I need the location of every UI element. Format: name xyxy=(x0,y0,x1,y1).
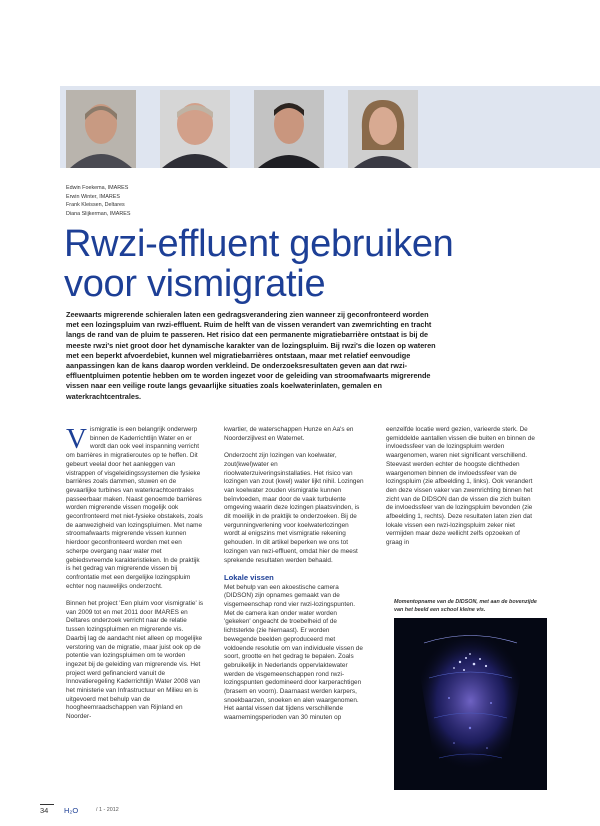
author-photo-3 xyxy=(254,90,324,168)
paragraph-text: ismigratie is een belangrijk onderwerp binnen de Kaderrichtlijn Water en er wordt dan ook veel inspanning verricht om barrières in migratieroutes op te heffen. Dit gebeurt veelal door het aanleggen van vistrappen of visgeleidingssystemen die fysieke barrières zoals dammen, stuwen en de gevaarlijke turbines van waterkrachtcentrales passeerbaar maken. Naast genoemde barrières worden migrerende vissen mogelijk ook geconfronteerd met niet-fysieke obstakels, zoals de aanwezigheid van lozingspluimen. Met name stroomafwaarts migrerende vissen kunnen hierdoor geconfronteerd worden met een scherpe overgang naar water met gebiedsvreemde karakteristieken. In de praktijk is het gedrag van migrerende vissen bij confrontatie met een dergelijke lozingspluim echter nog nauwelijks onderzocht. xyxy=(66,426,203,590)
column-2-paragraph-3: Met behulp van een akoestische camera (DIDSON) zijn opnames gemaakt van de visgemeenschap rond vier rwzi-lozingspunten. Met de camera kan onder water worden 'gekeken' ongeacht de troebelheid of de lichtsterkte (zie hiernaast). Er worden bewegende beelden geproduceerd met voldoende resolutie om van individuele vissen de soort, grootte en het gedrag te bepalen. Zoals gebruikelijk in Nederlands oppervlaktewater werden de visgemeenschappen rond rwzi-lozingspunten gedomineerd door karperachtigen (brasem en voorn). Daarnaast werden karpers, snoekbaarzen, snoeken en alen waargenomen. Het aantal vissen dat tijdens verschillende waarnemingsperioden van 30 minuten op xyxy=(224,583,363,722)
section-heading: Lokale vissen xyxy=(224,572,274,582)
column-2-paragraph-1: kwartier, de waterschappen Hunze en Aa's en Noorderzijlvest en Waternet. xyxy=(224,426,354,442)
didson-sonar-image xyxy=(394,618,547,790)
drop-cap: V xyxy=(66,423,87,455)
column-3-paragraph-1: eenzelfde locatie werd gezien, varieerde sterk. De gemiddelde aantallen vissen die buiten en binnen de invloedssfeer van de lozingspluim werden waargenomen, waren niet significant verschillend. Steevast werden echter de hoogste dichtheden waargenomen binnen de invloedssfeer van de lozingspluim (zie afbeelding 1, links). Ook verandert den deze vissen vaker van zwemrichting binnen het zicht van de DIDSON dan de vissen die zich buiten de invloedssfeer van de lozingspluim bevonden (zie afbeelding 1, rechts). Deze resultaten laten zien dat lokale vissen een rwzi-lozingspluim zeker niet vermijden maar deze wellicht zelfs opzoeken of graag in xyxy=(386,426,535,547)
magazine-logo: H₂O xyxy=(64,806,79,815)
author-list xyxy=(66,184,130,218)
page-number: 34 xyxy=(40,806,49,815)
title-line-1: Rwzi-effluent gebruiken xyxy=(64,223,454,265)
author-name: Frank Kleissen, Deltares xyxy=(66,202,125,209)
column-2 xyxy=(224,426,364,732)
lead-paragraph: Zeewaarts migrerende schieralen laten een gedragsverandering zien wanneer zij geconfronteerd worden met een lozingspluim van rwzi-effluent. Ruim de helft van de vissen verandert van zwemrichting en tracht langs de rand van de pluim te passeren. Het risico dat een permanente migratiebarrière ontstaat is bij de meeste rwzi's niet groot door het dynamische karakter van de lozingspluim. Bij rwzi's die lozen op wateren met een beperkt afvoerdebiet, kunnen wel migratiebarrières ontstaan, maar met relatief eenvoudige aanpassingen kan de kans daarop worden verkleind. De onderzoeksresultaten geven aan dat rwzi-effluentpluimen potentie hebben om te worden ingezet voor de geleiding van stroomafwaarts migrerende vissen naar een veilige route langs gevaarlijke situaties zoals koelwaterinlaten, gemalen en waterkrachtcentrales. xyxy=(66,310,436,401)
issue-label: / 1 - 2012 xyxy=(96,807,119,813)
column-3 xyxy=(386,426,536,557)
title-line-2: voor vismigratie xyxy=(64,263,326,305)
article-title xyxy=(64,224,484,304)
author-photo-2 xyxy=(160,90,230,168)
footer-rule xyxy=(40,804,54,805)
figure-caption: Momentopname van de DIDSON, met aan de bovenzijde van het beeld een school kleine vis. xyxy=(394,599,537,613)
author-photo-4 xyxy=(348,90,418,168)
author-name: Erwin Winter, IMARES xyxy=(66,193,120,200)
author-photos xyxy=(60,90,600,170)
column-1-paragraph-1 xyxy=(66,423,204,591)
author-photo-1 xyxy=(66,90,136,168)
author-name: Diana Slijkerman, IMARES xyxy=(66,210,131,217)
column-1 xyxy=(66,423,204,731)
column-2-paragraph-2: Onderzocht zijn lozingen van koelwater, zout(kwel)water en rioolwaterzuiveringsinstallaties. Het risico van lozingen van zout (kwel) water lijkt nihil. Lozingen van koelwater zouden vismigratie kunnen beïnvloeden, maar door de vaak turbulente omgeving waarin deze lozingen plaatsvinden, is dit moeilijk in de praktijk te onderzoeken. Bij de vergunningverlening voor koelwaterlozingen wordt al enigszins met vismigratie rekening gehouden. In dit artikel beperken we ons tot lozingen van rwzi-effluent, omdat hier de meest sprekende resultaten werden behaald. xyxy=(224,452,364,564)
column-1-paragraph-2: Binnen het project 'Een pluim voor vismigratie' is van 2009 tot en met 2011 door IMARES en Deltares onderzoek verricht naar de relatie tussen lozingspluimen en migrerende vis. Daarbij lag de aandacht niet alleen op mogelijke verstoring van de migratie, maar juist ook op de potentie van lozingspluimen om te worden ingezet bij de geleiding van migrerende vis. Het project werd gefinancierd vanuit de Innovatieregeling Kaderrichtlijn Water 2008 van het ministerie van Infrastructuur en Milieu en is uitgevoerd met behulp van de hoogheemraadschappen van Rijnland en Noorder- xyxy=(66,600,204,721)
author-name: Edwin Foekema, IMARES xyxy=(66,185,129,191)
